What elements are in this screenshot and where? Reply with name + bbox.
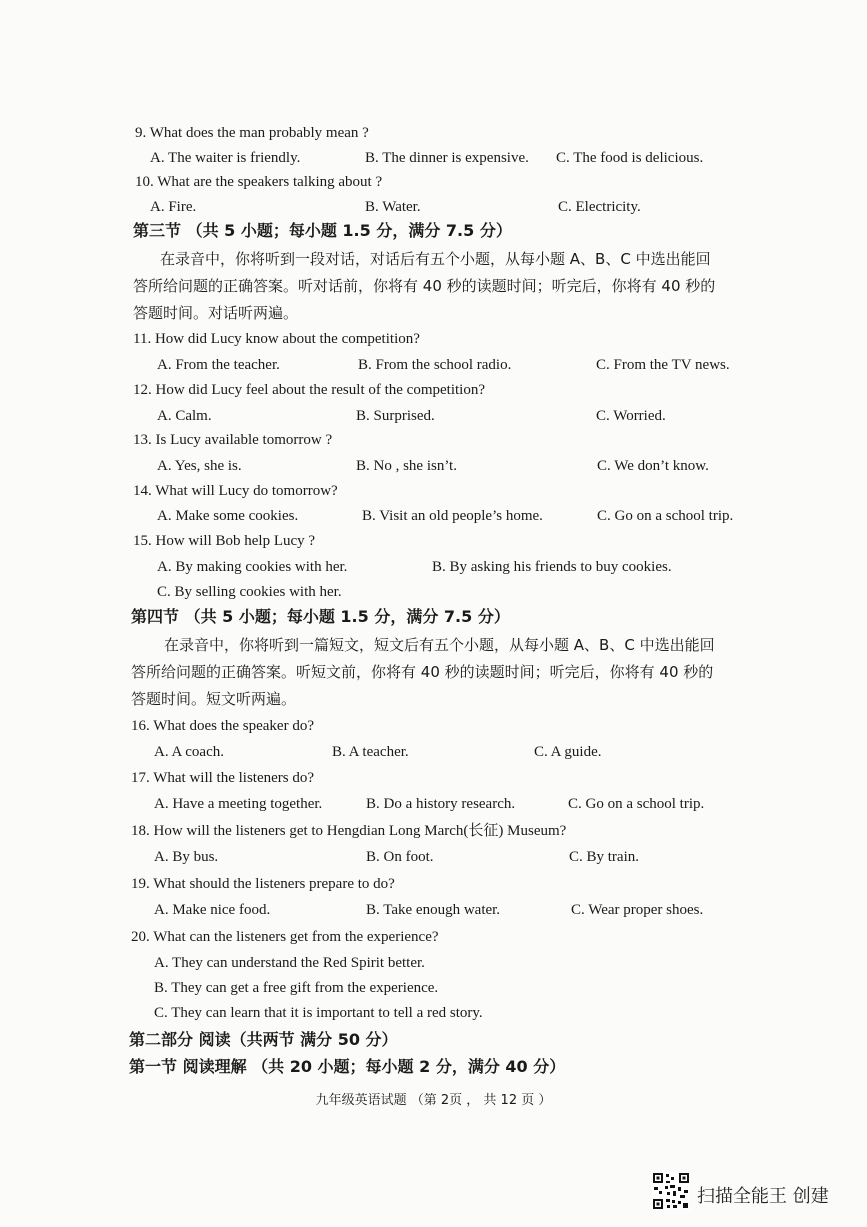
instruction-line: 答所给问题的正确答案。听对话前，你将有 40 秒的读题时间；听完后，你将有 40 秒的 [133, 277, 716, 295]
question-stem: 9. What does the man probably mean ? [135, 125, 369, 141]
question-stem: 17. What will the listeners do? [131, 770, 315, 786]
option: B. From the school radio. [358, 357, 512, 373]
section-title: 第四节 （共 5 小题；每小题 1.5 分，满分 7.5 分） [131, 607, 510, 626]
option: C. Go on a school trip. [568, 796, 705, 812]
option: A. Yes, she is. [157, 458, 242, 474]
option: B. Visit an old people’s home. [362, 508, 543, 524]
instruction-line: 在录音中，你将听到一篇短文，短文后有五个小题，从每小题 A、B、C 中选出能回 [164, 636, 715, 654]
page-footer: 九年级英语试题 （第 2页 ， 共 12 页 ） [315, 1093, 552, 1108]
question-stem: 11. How did Lucy know about the competition? [133, 331, 420, 347]
question-stem: 18. How will the listeners get to Hengdian Long March(长征) Museum? [131, 823, 567, 839]
option: A. Calm. [157, 408, 212, 424]
option: C. From the TV news. [596, 357, 730, 373]
option: B. Water. [365, 199, 421, 215]
option: A. Have a meeting together. [154, 796, 323, 812]
option: C. Electricity. [558, 199, 641, 215]
question-stem: 20. What can the listeners get from the experience? [131, 929, 439, 945]
question-stem: 15. How will Bob help Lucy ? [133, 533, 316, 549]
option: A. By bus. [154, 849, 219, 865]
option: C. Worried. [596, 408, 666, 424]
instruction-line: 答题时间。短文听两遍。 [131, 690, 297, 708]
option: B. Surprised. [356, 408, 435, 424]
option: C. We don’t know. [597, 458, 709, 474]
option: B. Do a history research. [366, 796, 516, 812]
option: A. A coach. [154, 744, 224, 760]
qr-code-icon [652, 1172, 690, 1210]
question-stem: 10. What are the speakers talking about ? [135, 174, 383, 190]
option: B. Take enough water. [366, 902, 501, 918]
option: C. A guide. [534, 744, 602, 760]
option: B. They can get a free gift from the experience. [154, 980, 439, 996]
option: C. By selling cookies with her. [157, 584, 342, 600]
option: A. Make nice food. [154, 902, 271, 918]
option: C. By train. [569, 849, 639, 865]
question-stem: 14. What will Lucy do tomorrow? [133, 483, 338, 499]
question-stem: 12. How did Lucy feel about the result of the competition? [133, 382, 485, 398]
instruction-line: 答题时间。对话听两遍。 [133, 304, 299, 322]
scanner-watermark: 扫描全能王 创建 [697, 1186, 829, 1207]
option: A. Fire. [150, 199, 197, 215]
option: A. From the teacher. [157, 357, 280, 373]
option: C. Wear proper shoes. [571, 902, 704, 918]
instruction-line: 答所给问题的正确答案。听短文前，你将有 40 秒的读题时间；听完后，你将有 40 秒的 [131, 663, 714, 681]
option: A. They can understand the Red Spirit better. [154, 955, 425, 971]
option: C. The food is delicious. [556, 150, 704, 166]
section-title: 第三节 （共 5 小题；每小题 1.5 分，满分 7.5 分） [133, 221, 512, 240]
instruction-line: 在录音中，你将听到一段对话，对话后有五个小题，从每小题 A、B、C 中选出能回 [160, 250, 711, 268]
option: C. Go on a school trip. [597, 508, 734, 524]
option: C. They can learn that it is important to tell a red story. [154, 1005, 483, 1021]
option: B. By asking his friends to buy cookies. [432, 559, 672, 575]
part-title: 第二部分 阅读（共两节 满分 50 分） [129, 1030, 398, 1049]
question-stem: 13. Is Lucy available tomorrow ? [133, 432, 333, 448]
section-title: 第一节 阅读理解 （共 20 小题；每小题 2 分，满分 40 分） [129, 1057, 566, 1076]
option: B. A teacher. [332, 744, 409, 760]
option: B. No , she isn’t. [356, 458, 457, 474]
question-stem: 19. What should the listeners prepare to do? [131, 876, 395, 892]
option: B. The dinner is expensive. [365, 150, 529, 166]
question-stem: 16. What does the speaker do? [131, 718, 314, 734]
option: A. By making cookies with her. [157, 559, 348, 575]
option: A. Make some cookies. [157, 508, 299, 524]
option: A. The waiter is friendly. [150, 150, 301, 166]
option: B. On foot. [366, 849, 434, 865]
